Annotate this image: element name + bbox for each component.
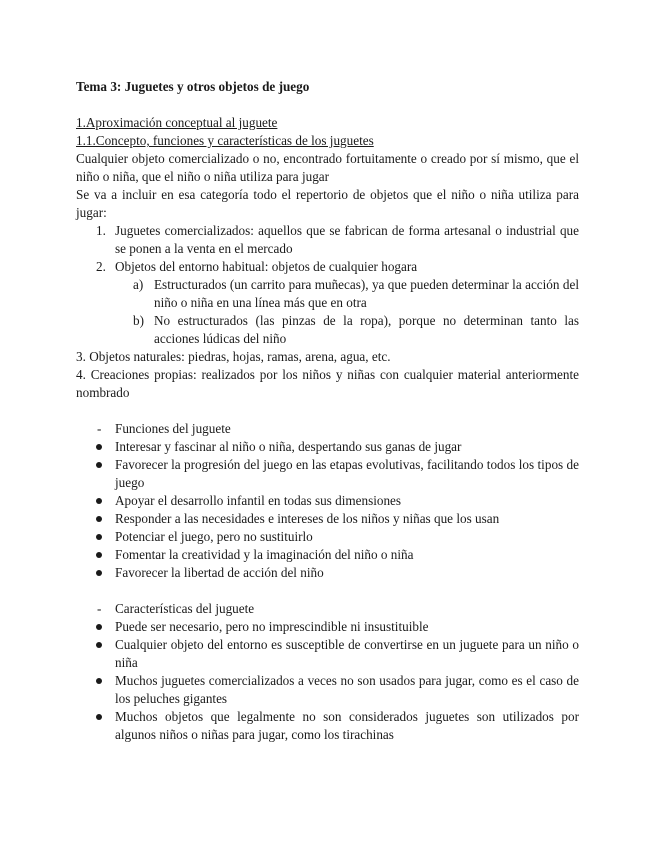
list-item-text: Objetos del entorno habitual: objetos de cualquier hogara <box>115 259 418 274</box>
document-page <box>76 78 579 744</box>
list-item <box>76 708 579 744</box>
list-marker: 2. <box>96 259 106 274</box>
list-marker: a) <box>133 277 144 292</box>
list-item-text: No estructurados (las pinzas de la ropa), porque no determinan tanto las acciones lúdicas del niño <box>154 313 579 346</box>
section-heading: 1.Aproximación conceptual al juguete <box>76 115 278 130</box>
funciones-heading <box>76 420 579 438</box>
list-item <box>76 546 579 564</box>
intro-paragraph-2: Se va a incluir en esa categoría todo el repertorio de objetos que el niño o niña utiliza para jugar: <box>76 187 579 220</box>
document-title: Tema 3: Juguetes y otros objetos de juego <box>76 79 310 94</box>
item-4-paragraph: 4. Creaciones propias: realizados por los niños y niñas con cualquier material anteriormente nombrado <box>76 367 579 400</box>
caracteristicas-list <box>76 600 579 744</box>
list-item-text: Fomentar la creatividad y la imaginación del niño o niña <box>115 547 414 562</box>
item-3-paragraph: 3. Objetos naturales: piedras, hojas, ramas, arena, agua, etc. <box>76 349 391 364</box>
lettered-sublist <box>76 276 579 348</box>
bullet-icon <box>96 552 102 558</box>
list-item <box>76 276 579 312</box>
funciones-list <box>76 420 579 582</box>
list-item <box>76 222 579 258</box>
bullet-icon <box>96 516 102 522</box>
bullet-icon <box>96 462 102 468</box>
bullet-icon <box>96 498 102 504</box>
dash-marker: - <box>97 601 102 616</box>
list-item <box>76 672 579 708</box>
bullet-icon <box>96 534 102 540</box>
list-item-text: Puede ser necesario, pero no imprescindible ni insustituible <box>115 619 429 634</box>
funciones-heading-text: Funciones del juguete <box>115 421 231 436</box>
numbered-list <box>76 222 579 276</box>
list-item <box>76 438 579 456</box>
list-item <box>76 636 579 672</box>
list-item-text: Cualquier objeto del entorno es susceptible de convertirse en un juguete para un niño o niña <box>115 637 579 670</box>
list-item <box>76 456 579 492</box>
list-item-text: Apoyar el desarrollo infantil en todas sus dimensiones <box>115 493 402 508</box>
bullet-icon <box>96 570 102 576</box>
list-item <box>76 564 579 582</box>
bullet-icon <box>96 444 102 450</box>
list-item-text: Favorecer la progresión del juego en las etapas evolutivas, facilitando todos los tipos de juego <box>115 457 579 490</box>
list-item <box>76 510 579 528</box>
caracteristicas-heading-text: Características del juguete <box>115 601 255 616</box>
list-item <box>76 312 579 348</box>
bullet-icon <box>96 714 102 720</box>
spacer <box>76 402 579 420</box>
list-item-text: Juguetes comercializados: aquellos que se fabrican de forma artesanal o industrial que se ponen a la venta en el mercado <box>115 223 579 256</box>
bullet-icon <box>96 624 102 630</box>
list-item <box>76 258 579 276</box>
bullet-icon <box>96 678 102 684</box>
bullet-icon <box>96 642 102 648</box>
intro-paragraph-1: Cualquier objeto comercializado o no, encontrado fortuitamente o creado por sí mismo, que el niño o niña, que el niño o niña utiliza para jugar <box>76 151 579 184</box>
list-item-text: Muchos juguetes comercializados a veces no son usados para jugar, como es el caso de los peluches gigantes <box>115 673 579 706</box>
dash-marker: - <box>97 421 102 436</box>
list-item <box>76 492 579 510</box>
list-item <box>76 618 579 636</box>
list-item-text: Potenciar el juego, pero no sustituirlo <box>115 529 313 544</box>
list-item-text: Interesar y fascinar al niño o niña, despertando sus ganas de jugar <box>115 439 462 454</box>
list-marker: 1. <box>96 223 106 238</box>
list-item-text: Favorecer la libertad de acción del niño <box>115 565 324 580</box>
caracteristicas-heading <box>76 600 579 618</box>
spacer <box>76 582 579 600</box>
list-item-text: Estructurados (un carrito para muñecas), ya que pueden determinar la acción del niño o niña en una línea más que en otra <box>154 277 579 310</box>
list-marker: b) <box>133 313 144 328</box>
list-item-text: Muchos objetos que legalmente no son considerados juguetes son utilizados por algunos niños o niñas para jugar, como los tirachinas <box>115 709 579 742</box>
list-item-text: Responder a las necesidades e intereses de los niños y niñas que los usan <box>115 511 500 526</box>
subsection-heading: 1.1.Concepto, funciones y características de los juguetes <box>76 133 374 148</box>
list-item <box>76 528 579 546</box>
